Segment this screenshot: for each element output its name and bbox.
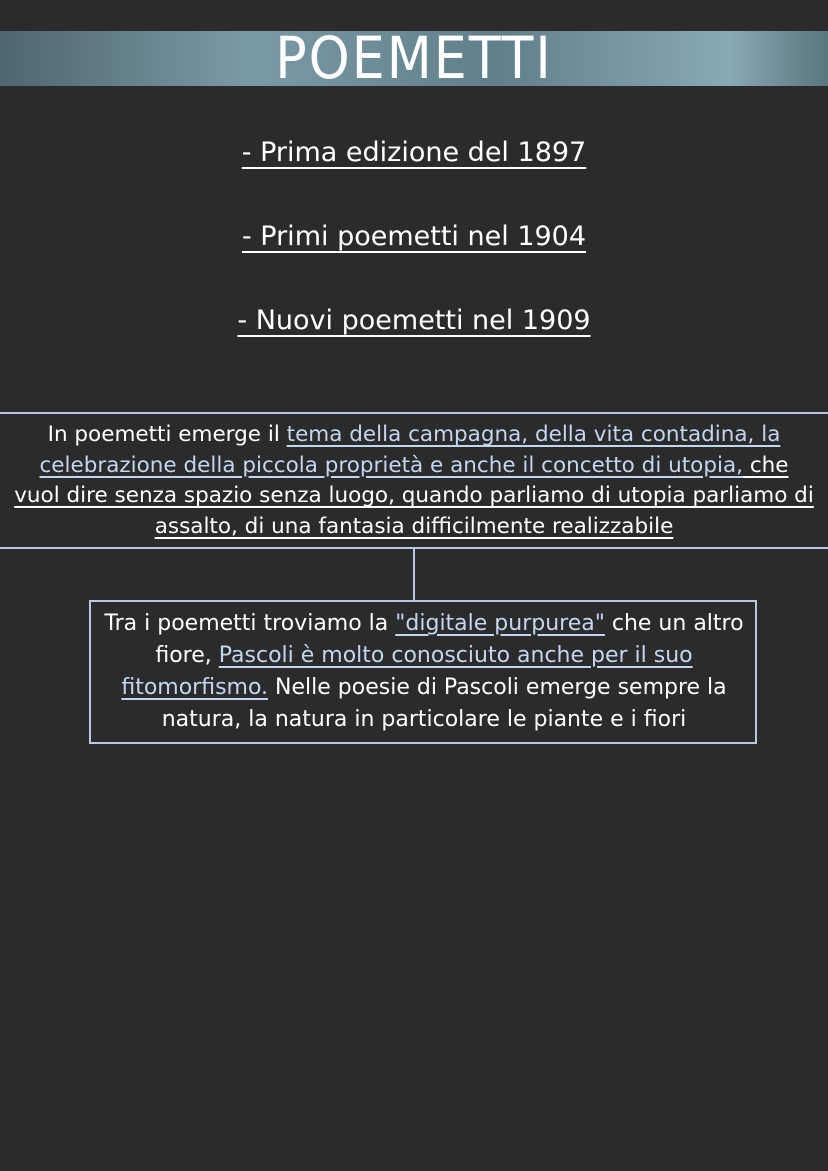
top-divider	[0, 412, 828, 414]
campagna-intro: In poemetti emerge il	[47, 422, 287, 447]
fitomorfismo-mid: che un altro fiore,	[155, 611, 744, 668]
fitomorfismo-highlight: Pascoli è molto conosciuto anche per il suo fitomorfismo.	[121, 643, 693, 700]
edition-1897: - Prima edizione del 1897	[241, 137, 587, 168]
campagna-rest: che vuol dire senza spazio senza luogo, quando parliamo di utopia parliamo di assalto, di una fantasia difficilmente realizzabile	[14, 452, 814, 539]
campagna-highlight: tema della campagna, della vita contadina, la celebrazione della piccola proprietà e anche il concetto di utopia,	[39, 422, 781, 478]
edition-1909: - Nuovi poemetti nel 1909	[237, 305, 591, 336]
editions-list	[0, 130, 828, 382]
fitomorfismo-rest: Nelle poesie di Pascoli emerge sempre la natura, la natura in particolare le piante e i fiori	[161, 675, 727, 732]
digitale-purpurea: "digitale purpurea"	[395, 611, 605, 636]
edition-1904: - Primi poemetti nel 1904	[241, 221, 587, 252]
fitomorfismo-intro: Tra i poemetti troviamo la	[104, 611, 396, 636]
fitomorfismo-paragraph	[100, 608, 748, 736]
campagna-paragraph	[14, 420, 814, 542]
page-title: POEMETTI	[275, 24, 553, 92]
connector-line	[413, 549, 415, 600]
